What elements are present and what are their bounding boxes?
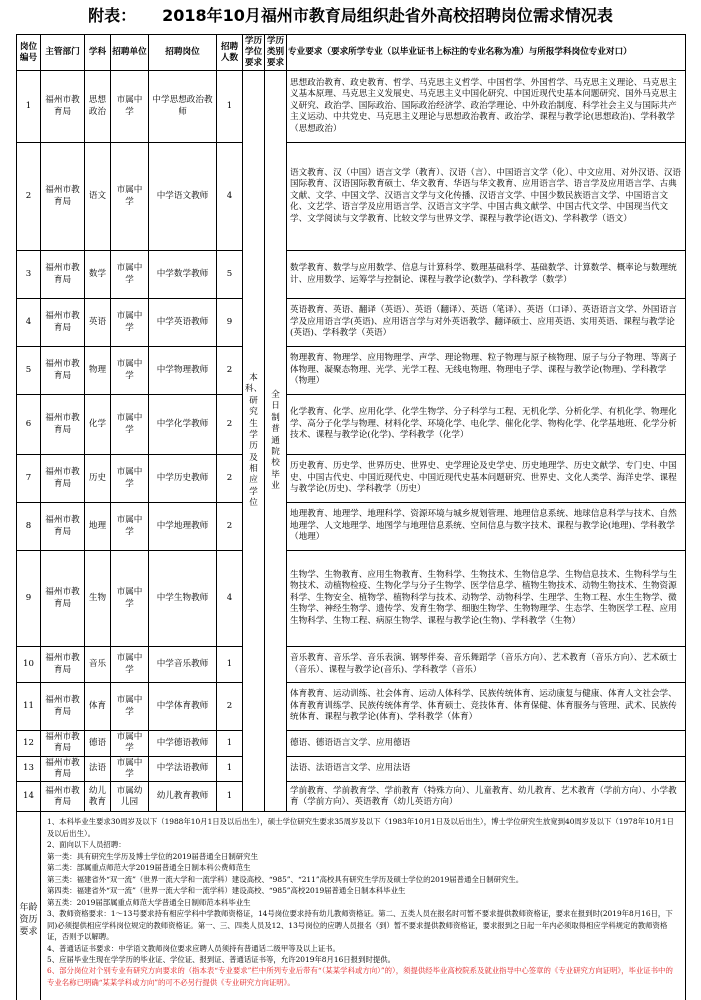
header-subject: 学科 bbox=[85, 35, 111, 71]
post-cell: 中学历史教师 bbox=[149, 455, 217, 503]
unit-cell: 市属中学 bbox=[111, 551, 149, 647]
major-requirement-cell: 法语、法语语言文学、应用法语 bbox=[287, 756, 686, 782]
post-cell: 中学数学教师 bbox=[149, 251, 217, 299]
table-row bbox=[17, 683, 686, 731]
unit-cell: 市属中学 bbox=[111, 756, 149, 782]
post-cell: 幼儿教育教师 bbox=[149, 782, 217, 812]
subject-cell: 音乐 bbox=[85, 647, 111, 683]
subject-cell: 德语 bbox=[85, 731, 111, 757]
post-number-cell: 4 bbox=[17, 299, 41, 347]
post-cell: 中学德语教师 bbox=[149, 731, 217, 757]
unit-cell: 市属中学 bbox=[111, 647, 149, 683]
notes-label: 年龄资历要求 bbox=[17, 812, 41, 1000]
major-requirement-cell: 体育教育、运动训练、社会体育、运动人体科学、民族传统体育、运动康复与健康、体育人文社会学、体育教育训练学、民族传统体育学、体育硕士、竞技体育、体育保健、体育服务与管理、武术、民族传统体育、课程与教学论(体育)、学科教学（体育） bbox=[287, 683, 686, 731]
subject-cell: 思想政治 bbox=[85, 71, 111, 143]
table-row bbox=[17, 395, 686, 455]
header-department: 主管部门 bbox=[41, 35, 85, 71]
title-main: 2018年10月福州市教育局组织赴省外高校招聘岗位需求情况表 bbox=[162, 6, 613, 25]
subject-cell: 英语 bbox=[85, 299, 111, 347]
major-requirement-cell: 历史教育、历史学、世界历史、世界史、史学理论及史学史、历史地理学、历史文献学、专门史、中国史、中国古代史、中国近现代史、中国近现代史基本问题研究、世界史、文化人类学、海洋史学、课程与教学论(历史)、学科教学（历史） bbox=[287, 455, 686, 503]
note-item: 3、教师资格要求：1～13号要求持有相应学科中学教师资格证，14号岗位要求持有幼儿教师资格证。第二、五类人员在报名时可暂不要求提供教师资格证，要求在报到时(2019年8月16日，下同)必须提供相应学科岗位规定的教师资格证。第一、三、四类人员及12、13号岗位的应聘人员报名（到）暂不要求提供教师资格证，要求报到之日起一年内必须取得相应学科规定的教师资格证，否则予以解聘。 bbox=[47, 909, 673, 942]
table-row bbox=[17, 347, 686, 395]
unit-cell: 市属中学 bbox=[111, 71, 149, 143]
table-row bbox=[17, 551, 686, 647]
title-prefix: 附表： bbox=[88, 6, 137, 25]
department-cell: 福州市教育局 bbox=[41, 683, 85, 731]
count-cell: 5 bbox=[217, 251, 243, 299]
department-cell: 福州市教育局 bbox=[41, 455, 85, 503]
count-cell: 2 bbox=[217, 395, 243, 455]
post-cell: 中学体育教师 bbox=[149, 683, 217, 731]
department-cell: 福州市教育局 bbox=[41, 71, 85, 143]
post-cell: 中学语文教师 bbox=[149, 143, 217, 251]
post-number-cell: 5 bbox=[17, 347, 41, 395]
table-row bbox=[17, 251, 686, 299]
table-row bbox=[17, 143, 686, 251]
post-number-cell: 14 bbox=[17, 782, 41, 812]
notes-row bbox=[17, 812, 686, 1000]
unit-cell: 市属中学 bbox=[111, 251, 149, 299]
note-item: 2、面向以下人员招聘： bbox=[47, 840, 126, 850]
post-number-cell: 6 bbox=[17, 395, 41, 455]
count-cell: 2 bbox=[217, 455, 243, 503]
post-number-cell: 7 bbox=[17, 455, 41, 503]
subject-cell: 语文 bbox=[85, 143, 111, 251]
major-requirement-cell: 德语、德语语言文学、应用德语 bbox=[287, 731, 686, 757]
post-cell: 中学地理教师 bbox=[149, 503, 217, 551]
count-cell: 1 bbox=[217, 71, 243, 143]
subject-cell: 数学 bbox=[85, 251, 111, 299]
major-requirement-cell: 地理教育、地理学、地理科学、资源环境与城乡规划管理、地理信息系统、地球信息科学与技术、自然地理学、人文地理学、地图学与地理信息系统、空间信息与数字技术、课程与教学论(地理)、学科教学（地理） bbox=[287, 503, 686, 551]
department-cell: 福州市教育局 bbox=[41, 731, 85, 757]
post-number-cell: 8 bbox=[17, 503, 41, 551]
post-number-cell: 13 bbox=[17, 756, 41, 782]
note-item: 第一类：具有研究生学历及博士学位的2019届普通全日制研究生 bbox=[47, 851, 258, 861]
major-requirement-cell: 化学教育、化学、应用化学、化学生物学、分子科学与工程、无机化学、分析化学、有机化学、物理化学、高分子化学与物理、材料化学、环境化学、电化学、催化化学、物构化学、化学基地班、化学分析技术、课程与教学论(化学)、学科教学（化学） bbox=[287, 395, 686, 455]
table-row bbox=[17, 782, 686, 812]
subject-cell: 生物 bbox=[85, 551, 111, 647]
count-cell: 1 bbox=[217, 756, 243, 782]
major-requirement-cell: 学前教育、学前教育学、学前教育（特殊方向）、儿童教育、幼儿教育、艺术教育（学前方向）、小学教育（学前方向）、英语教育（幼儿英语方向） bbox=[287, 782, 686, 812]
header-post: 招聘岗位 bbox=[149, 35, 217, 71]
unit-cell: 市属中学 bbox=[111, 347, 149, 395]
count-cell: 1 bbox=[217, 647, 243, 683]
unit-cell: 市属中学 bbox=[111, 143, 149, 251]
note-item: 5、应届毕业生现在学学历的毕业证、学位证、报到证、普通话证书等，允许2019年8月16日报到时提供。 bbox=[47, 955, 396, 964]
note-item: 第三类：福建省外“双一流”（世界一流大学和一流学科）建设高校、“985”、“211”高校具有研究生学历及硕士学位的2019届普通全日制研究生。 bbox=[47, 874, 524, 884]
post-number-cell: 9 bbox=[17, 551, 41, 647]
post-number-cell: 11 bbox=[17, 683, 41, 731]
unit-cell: 市属中学 bbox=[111, 455, 149, 503]
count-cell: 1 bbox=[217, 782, 243, 812]
post-number-cell: 10 bbox=[17, 647, 41, 683]
department-cell: 福州市教育局 bbox=[41, 503, 85, 551]
department-cell: 福州市教育局 bbox=[41, 647, 85, 683]
note-item: 4、普通话证书要求：中学语文教师岗位要求应聘人员须持有普通话二级甲等及以上证书。 bbox=[47, 943, 340, 953]
department-cell: 福州市教育局 bbox=[41, 299, 85, 347]
department-cell: 福州市教育局 bbox=[41, 251, 85, 299]
note-item: 第二类：部属重点师范大学2019届普通全日制本科公费师范生 bbox=[47, 863, 251, 873]
subject-cell: 体育 bbox=[85, 683, 111, 731]
education-requirement-cell: 本科、研究生学历及相应学位 bbox=[243, 71, 265, 812]
table-header-row bbox=[17, 35, 686, 71]
subject-cell: 物理 bbox=[85, 347, 111, 395]
subject-cell: 历史 bbox=[85, 455, 111, 503]
post-cell: 中学思想政治教师 bbox=[149, 71, 217, 143]
header-education-type: 学历类别要求 bbox=[265, 35, 287, 71]
table-row bbox=[17, 455, 686, 503]
post-cell: 中学英语教师 bbox=[149, 299, 217, 347]
post-cell: 中学化学教师 bbox=[149, 395, 217, 455]
recruitment-table bbox=[16, 34, 686, 1000]
subject-cell: 化学 bbox=[85, 395, 111, 455]
department-cell: 福州市教育局 bbox=[41, 756, 85, 782]
department-cell: 福州市教育局 bbox=[41, 143, 85, 251]
major-requirement-cell: 数学教育、数学与应用数学、信息与计算科学、数理基础科学、基础数学、计算数学、概率论与数理统计、应用数学、运筹学与控制论、课程与教学论(数学)、学科教学（数学） bbox=[287, 251, 686, 299]
major-requirement-cell: 生物学、生物教育、应用生物教育、生物科学、生物技术、生物信息学、生物信息技术、生物科学与生物技术、动植物检疫、生物化学与分子生物学、医学信息学、植物生物技术、动物生物技术、生物资源科学、生物安全、植物学、植物科学与技术、动物学、动物科学、生理学、生物工程、水生生物学、微生物学、神经生物学、遗传学、发育生物学、细胞生物学、生物物理学、生态学、生物医学工程、应用生物科学、生物工程、病原生物学、课程与教学论(生物)、学科教学（生物） bbox=[287, 551, 686, 647]
header-education: 学历学位要求 bbox=[243, 35, 265, 71]
table-row bbox=[17, 731, 686, 757]
department-cell: 福州市教育局 bbox=[41, 782, 85, 812]
header-post-number: 岗位编号 bbox=[17, 35, 41, 71]
table-row bbox=[17, 756, 686, 782]
major-requirement-cell: 物理教育、物理学、应用物理学、声学、理论物理、粒子物理与原子核物理、原子与分子物理、等离子体物理、凝聚态物理、光学、光学工程、无线电物理、物理电子学、课程与教学论(物理)、学科教学（物理） bbox=[287, 347, 686, 395]
notes-content bbox=[41, 812, 686, 1000]
major-requirement-cell: 语文教育、汉（中国）语言文学（教育）、汉语（言）、中国语言文学（化）、中文应用、对外汉语、汉语国际教育、汉语国际教育硕士、华文教育、华语与华文教育、应用语言学、语言学及应用语言学、古典文献、文学、中国文学、汉语言文学与文化传播、汉语言文学、中国少数民族语言文学、中国语言文化、文艺学、语言学及应用语言学、汉语言文字学、中国古典文献学、中国古代文学、中国现当代文学、文学阅读与文学教育、比较文学与世界文学、课程与教学论(语文)、学科教学（语文） bbox=[287, 143, 686, 251]
unit-cell: 市属中学 bbox=[111, 683, 149, 731]
post-number-cell: 12 bbox=[17, 731, 41, 757]
header-major: 专业要求（要求所学专业（以毕业证书上标注的专业名称为准）与所报学科岗位专业对口） bbox=[287, 35, 686, 71]
unit-cell: 市属幼儿园 bbox=[111, 782, 149, 812]
table-row bbox=[17, 71, 686, 143]
unit-cell: 市属中学 bbox=[111, 503, 149, 551]
post-number-cell: 1 bbox=[17, 71, 41, 143]
department-cell: 福州市教育局 bbox=[41, 347, 85, 395]
post-cell: 中学生物教师 bbox=[149, 551, 217, 647]
post-cell: 中学音乐教师 bbox=[149, 647, 217, 683]
unit-cell: 市属中学 bbox=[111, 395, 149, 455]
unit-cell: 市属中学 bbox=[111, 731, 149, 757]
note-item: 1、本科毕业生要求30周岁及以下（1988年10月1日及以后出生），硕士学位研究生要求35周岁及以下（1983年10月1日及以后出生），博士学位研究生放宽到40周岁及以下（1978年10月1日及以后出生）。 bbox=[47, 817, 674, 838]
department-cell: 福州市教育局 bbox=[41, 551, 85, 647]
header-count: 招聘人数 bbox=[217, 35, 243, 71]
major-requirement-cell: 思想政治教育、政史教育、哲学、马克思主义哲学、中国哲学、外国哲学、马克思主义理论、马克思主义基本原理、马克思主义发展史、马克思主义中国化研究、中国近现代史基本问题研究、国外马克思主义研究、政治学、国际政治、国际政治经济学、政治学理论、中外政治制度、科学社会主义与国际共产主义运动、中共党史、马克思主义理论与思想政治教育、政治学、课程与教学论(思想政治)、学科教学（思想政治） bbox=[287, 71, 686, 143]
note-item: 第五类：2019届部属重点师范大学普通全日制师范本科毕业生 bbox=[47, 897, 251, 907]
header-unit: 招聘单位 bbox=[111, 35, 149, 71]
subject-cell: 幼儿教育 bbox=[85, 782, 111, 812]
education-type-cell: 全日制普通院校毕业 bbox=[265, 71, 287, 812]
unit-cell: 市属中学 bbox=[111, 299, 149, 347]
table-row bbox=[17, 647, 686, 683]
major-requirement-cell: 音乐教育、音乐学、音乐表演、钢琴伴奏、音乐舞蹈学（音乐方向）、艺术教育（音乐方向）、艺术硕士（音乐）、课程与教学论(音乐)、学科教学（音乐） bbox=[287, 647, 686, 683]
table-body bbox=[17, 71, 686, 812]
post-number-cell: 3 bbox=[17, 251, 41, 299]
note-item: 6、部分岗位对个别专业有研究方向要求的（指本表“专业要求”栏中所列专业后带有“（某某学科或方向）”的），须提供经毕业高校院系及就业指导中心签章的《专业研究方向证明》，毕业证书中的专业名称已明确“某某学科或方向”的可不必另行提供《专业研究方向证明》。 bbox=[47, 966, 673, 987]
post-number-cell: 2 bbox=[17, 143, 41, 251]
department-cell: 福州市教育局 bbox=[41, 395, 85, 455]
count-cell: 2 bbox=[217, 683, 243, 731]
count-cell: 2 bbox=[217, 503, 243, 551]
count-cell: 9 bbox=[217, 299, 243, 347]
table-row bbox=[17, 503, 686, 551]
count-cell: 4 bbox=[217, 143, 243, 251]
note-item: 第四类：福建省外“双一流”（世界一流大学和一流学科）建设高校、“985”高校2019届普通全日制本科毕业生 bbox=[47, 886, 406, 896]
post-cell: 中学法语教师 bbox=[149, 756, 217, 782]
post-cell: 中学物理教师 bbox=[149, 347, 217, 395]
count-cell: 1 bbox=[217, 731, 243, 757]
page-title bbox=[0, 2, 701, 30]
subject-cell: 法语 bbox=[85, 756, 111, 782]
count-cell: 2 bbox=[217, 347, 243, 395]
subject-cell: 地理 bbox=[85, 503, 111, 551]
table-row bbox=[17, 299, 686, 347]
count-cell: 4 bbox=[217, 551, 243, 647]
major-requirement-cell: 英语教育、英语、翻译（英语）、英语（翻译）、英语（笔译）、英语（口译）、英语语言文学、外国语言学及应用语言学(英语)、应用语言学与对外英语教学、翻译硕士、应用英语、实用英语、课程与教学论(英语)、学科教学（英语） bbox=[287, 299, 686, 347]
